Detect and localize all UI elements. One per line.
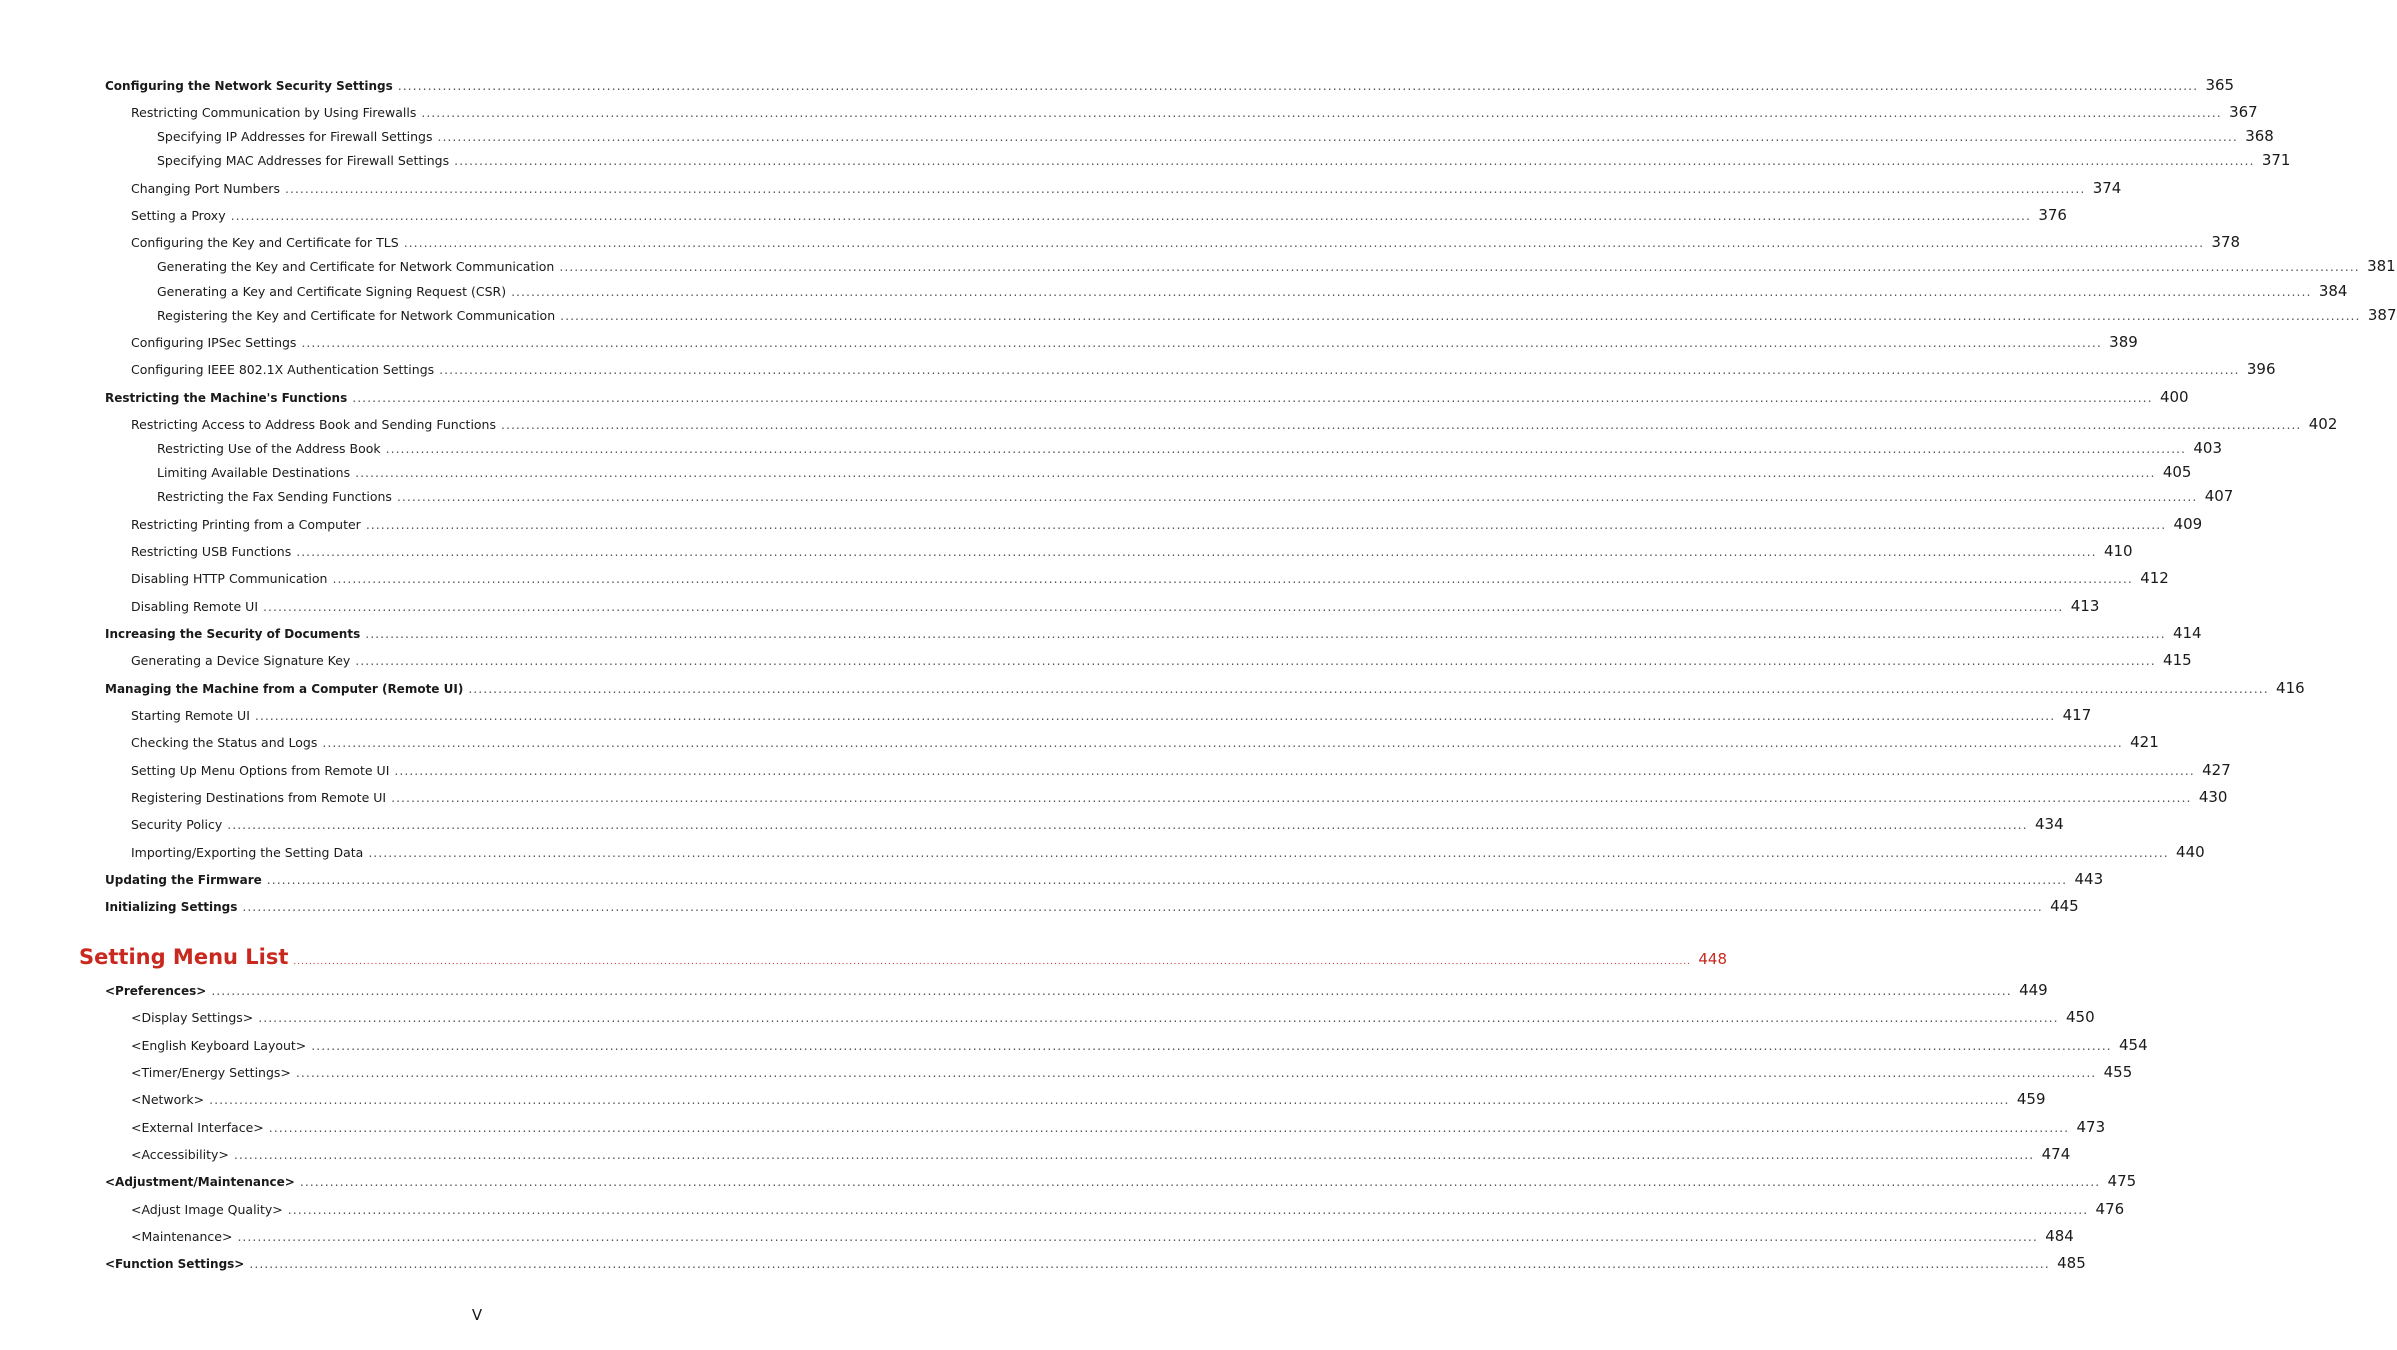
- entry-title: <Function Settings>: [105, 1257, 245, 1271]
- entry-page-number: 384: [2318, 282, 2348, 300]
- entry-title: Increasing the Security of Documents: [105, 627, 361, 641]
- entry-page-number: 450: [2066, 1008, 2095, 1026]
- entry-title: Generating a Key and Certificate Signing Request (CSR): [157, 284, 507, 299]
- toc-entry[interactable]: [0, 76, 2235, 94]
- entry-page-number: 407: [2204, 487, 2234, 505]
- toc-entry[interactable]: [0, 103, 2258, 121]
- dot-leader: [355, 465, 2155, 480]
- entry-page-number: 400: [2159, 388, 2189, 406]
- toc-entry[interactable]: [0, 360, 2276, 378]
- entry-title: Setting Up Menu Options from Remote UI: [131, 763, 390, 778]
- entry-page-number: 476: [2095, 1200, 2125, 1218]
- toc-entry[interactable]: [0, 788, 2228, 806]
- entry-title: <Maintenance>: [131, 1229, 233, 1244]
- toc-entry[interactable]: [0, 843, 2205, 861]
- toc-entry[interactable]: [0, 1008, 2095, 1026]
- entry-title: Restricting Printing from a Computer: [131, 517, 361, 532]
- dot-leader: [501, 417, 2301, 432]
- entry-page-number: 416: [2276, 679, 2305, 697]
- entry-page-number: 378: [2211, 233, 2241, 251]
- entry-title: Registering the Key and Certificate for Network Communication: [157, 308, 556, 323]
- entry-title: <Display Settings>: [131, 1010, 254, 1025]
- entry-page-number: 409: [2173, 515, 2203, 533]
- entry-title: Configuring the Key and Certificate for TLS: [131, 235, 399, 250]
- entry-page-number: 414: [2172, 624, 2202, 642]
- toc-entry[interactable]: [0, 1090, 2046, 1108]
- entry-title: Updating the Firmware: [105, 873, 262, 887]
- dot-leader: [285, 181, 2085, 196]
- entry-page-number: 485: [2057, 1254, 2086, 1272]
- toc-entry[interactable]: [0, 179, 2122, 197]
- dot-leader: [300, 1174, 2100, 1189]
- entry-title: Restricting Communication by Using Firewalls: [131, 105, 417, 120]
- entry-page-number: 484: [2045, 1227, 2074, 1245]
- toc-entry[interactable]: [0, 1063, 2133, 1081]
- entry-page-number: 454: [2119, 1036, 2148, 1054]
- entry-page-number: 412: [2140, 569, 2169, 587]
- toc-entry[interactable]: [0, 1172, 2137, 1190]
- entry-title: Limiting Available Destinations: [157, 465, 351, 480]
- dot-leader: [234, 1147, 2034, 1162]
- entry-page-number: 371: [2261, 151, 2291, 169]
- dot-leader: [211, 983, 2011, 998]
- toc-entry[interactable]: [0, 306, 2397, 324]
- toc-entry[interactable]: [0, 1118, 2106, 1136]
- toc-entry[interactable]: [0, 706, 2092, 724]
- entry-title: Configuring the Network Security Settings: [105, 79, 393, 93]
- entry-title: Restricting the Machine's Functions: [105, 391, 348, 405]
- toc-entry[interactable]: [0, 569, 2169, 587]
- dot-leader: [560, 308, 2360, 323]
- dot-leader: [227, 817, 2027, 832]
- entry-page-number: 440: [2176, 843, 2205, 861]
- toc-entry[interactable]: [0, 679, 2305, 697]
- toc-entry[interactable]: [0, 733, 2159, 751]
- entry-page-number: 405: [2162, 463, 2192, 481]
- entry-page-number: 381: [2367, 257, 2396, 275]
- dot-leader: [468, 681, 2268, 696]
- dot-leader: [322, 735, 2122, 750]
- entry-page-number: 402: [2308, 415, 2338, 433]
- entry-page-number: 475: [2107, 1172, 2137, 1190]
- toc-entry[interactable]: [0, 463, 2192, 481]
- entry-title: <Adjustment/Maintenance>: [105, 1175, 295, 1189]
- entry-title: Registering Destinations from Remote UI: [131, 790, 387, 805]
- entry-page-number: 427: [2202, 761, 2231, 779]
- entry-page-number: 374: [2092, 179, 2122, 197]
- entry-page-number: 413: [2070, 597, 2100, 615]
- entry-title: Starting Remote UI: [131, 708, 250, 723]
- toc-entry[interactable]: [0, 981, 2048, 999]
- entry-page-number: 410: [2103, 542, 2133, 560]
- entry-page-number: 445: [2050, 897, 2079, 915]
- entry-page-number: 403: [2193, 439, 2222, 457]
- dot-leader: [397, 489, 2197, 504]
- dot-leader: [269, 1120, 2069, 1135]
- entry-title: Disabling Remote UI: [131, 599, 259, 614]
- entry-title: Restricting USB Functions: [131, 544, 292, 559]
- dot-leader: [365, 626, 2165, 641]
- dot-leader: [394, 763, 2194, 778]
- dot-leader: [296, 544, 2096, 559]
- entry-title: Generating the Key and Certificate for Network Communication: [157, 259, 555, 274]
- dot-leader: [209, 1092, 2009, 1107]
- entry-title: Changing Port Numbers: [131, 181, 280, 196]
- dot-leader: [366, 517, 2166, 532]
- dot-leader: [249, 1256, 2049, 1271]
- entry-title: Generating a Device Signature Key: [131, 653, 351, 668]
- toc-entry[interactable]: [0, 897, 2079, 915]
- entry-title: Restricting the Fax Sending Functions: [157, 489, 392, 504]
- toc-entry[interactable]: [0, 333, 2138, 351]
- entry-page-number: 421: [2130, 733, 2159, 751]
- entry-page-number: 474: [2041, 1145, 2071, 1163]
- dot-leader: [332, 571, 2132, 586]
- dot-leader: [454, 153, 2254, 168]
- dot-leader: [301, 335, 2101, 350]
- entry-title: <Adjust Image Quality>: [131, 1202, 283, 1217]
- dot-leader: [288, 1202, 2088, 1217]
- entry-title: Checking the Status and Logs: [131, 735, 318, 750]
- entry-title: <Preferences>: [105, 984, 207, 998]
- dot-leader: [355, 653, 2155, 668]
- dot-leader: [237, 1229, 2037, 1244]
- toc-entry[interactable]: [0, 597, 2100, 615]
- dot-leader: [368, 845, 2168, 860]
- toc-entry[interactable]: [0, 542, 2133, 560]
- dot-leader: [559, 259, 2359, 274]
- entry-page-number: 459: [2016, 1090, 2046, 1108]
- toc-entry[interactable]: [0, 257, 2396, 275]
- entry-page-number: 376: [2038, 206, 2067, 224]
- entry-page-number: 417: [2062, 706, 2092, 724]
- toc-entry[interactable]: [0, 761, 2231, 779]
- toc-entry[interactable]: [0, 388, 2189, 406]
- dot-leader: [398, 78, 2198, 93]
- dot-leader: [267, 872, 2067, 887]
- entry-title: <External Interface>: [131, 1120, 264, 1135]
- entry-page-number: 448: [1698, 950, 1728, 968]
- dot-leader: [293, 957, 1691, 967]
- entry-page-number: 455: [2103, 1063, 2133, 1081]
- toc-entry[interactable]: [0, 282, 2348, 300]
- toc-entry[interactable]: [0, 651, 2192, 669]
- entry-title: Setting a Proxy: [131, 208, 226, 223]
- dot-leader: [404, 235, 2204, 250]
- dot-leader: [421, 105, 2221, 120]
- toc-entry[interactable]: [0, 127, 2274, 145]
- toc-entry[interactable]: [0, 487, 2234, 505]
- dot-leader: [437, 129, 2237, 144]
- entry-title: Disabling HTTP Communication: [131, 571, 328, 586]
- entry-page-number: 365: [2205, 76, 2235, 94]
- toc-entry[interactable]: [0, 206, 2067, 224]
- dot-leader: [439, 362, 2239, 377]
- entry-title: Restricting Access to Address Book and Sending Functions: [131, 417, 496, 432]
- toc-entry[interactable]: [0, 815, 2064, 833]
- toc-entry[interactable]: [0, 1227, 2074, 1245]
- entry-title: Managing the Machine from a Computer (Remote UI): [105, 682, 464, 696]
- entry-page-number: 473: [2076, 1118, 2106, 1136]
- toc-entry[interactable]: [0, 870, 2104, 888]
- entry-title: Restricting Use of the Address Book: [157, 441, 381, 456]
- entry-title: Importing/Exporting the Setting Data: [131, 845, 364, 860]
- toc-entry[interactable]: [0, 1254, 2086, 1272]
- toc-entry[interactable]: [0, 515, 2203, 533]
- entry-page-number: 434: [2035, 815, 2064, 833]
- entry-page-number: 368: [2245, 127, 2274, 145]
- entry-page-number: 367: [2229, 103, 2258, 121]
- dot-leader: [263, 599, 2063, 614]
- entry-page-number: 415: [2163, 651, 2192, 669]
- toc-entry[interactable]: [0, 624, 2202, 642]
- toc-entry[interactable]: [0, 151, 2291, 169]
- toc-entry[interactable]: [0, 415, 2338, 433]
- entry-title: Initializing Settings: [105, 900, 238, 914]
- chapter-entry[interactable]: [0, 945, 1728, 969]
- dot-leader: [258, 1010, 2058, 1025]
- entry-title: Configuring IEEE 802.1X Authentication Settings: [131, 362, 435, 377]
- toc-entry[interactable]: [0, 1145, 2071, 1163]
- entry-page-number: 449: [2019, 981, 2048, 999]
- dot-leader: [242, 899, 2042, 914]
- dot-leader: [255, 708, 2055, 723]
- entry-page-number: 387: [2367, 306, 2397, 324]
- toc-entry[interactable]: [0, 1200, 2125, 1218]
- toc-entry[interactable]: [0, 439, 2222, 457]
- entry-page-number: 430: [2198, 788, 2228, 806]
- entry-title: <Network>: [131, 1092, 205, 1107]
- dot-leader: [352, 390, 2152, 405]
- entry-title: Specifying MAC Addresses for Firewall Settings: [157, 153, 450, 168]
- dot-leader: [231, 208, 2031, 223]
- entry-title: Setting Menu List: [79, 945, 289, 969]
- entry-title: <Timer/Energy Settings>: [131, 1065, 291, 1080]
- entry-page-number: 443: [2074, 870, 2104, 888]
- page-number: V: [471, 1306, 483, 1324]
- toc-entry[interactable]: [0, 233, 2241, 251]
- dot-leader: [391, 790, 2191, 805]
- entry-page-number: 396: [2246, 360, 2276, 378]
- toc-entry[interactable]: [0, 1036, 2148, 1054]
- dot-leader: [296, 1065, 2096, 1080]
- entry-title: Configuring IPSec Settings: [131, 335, 297, 350]
- entry-title: <English Keyboard Layout>: [131, 1038, 307, 1053]
- dot-leader: [386, 441, 2186, 456]
- dot-leader: [511, 284, 2311, 299]
- entry-page-number: 389: [2109, 333, 2138, 351]
- entry-title: Security Policy: [131, 817, 223, 832]
- dot-leader: [311, 1038, 2111, 1053]
- entry-title: Specifying IP Addresses for Firewall Settings: [157, 129, 433, 144]
- entry-title: <Accessibility>: [131, 1147, 229, 1162]
